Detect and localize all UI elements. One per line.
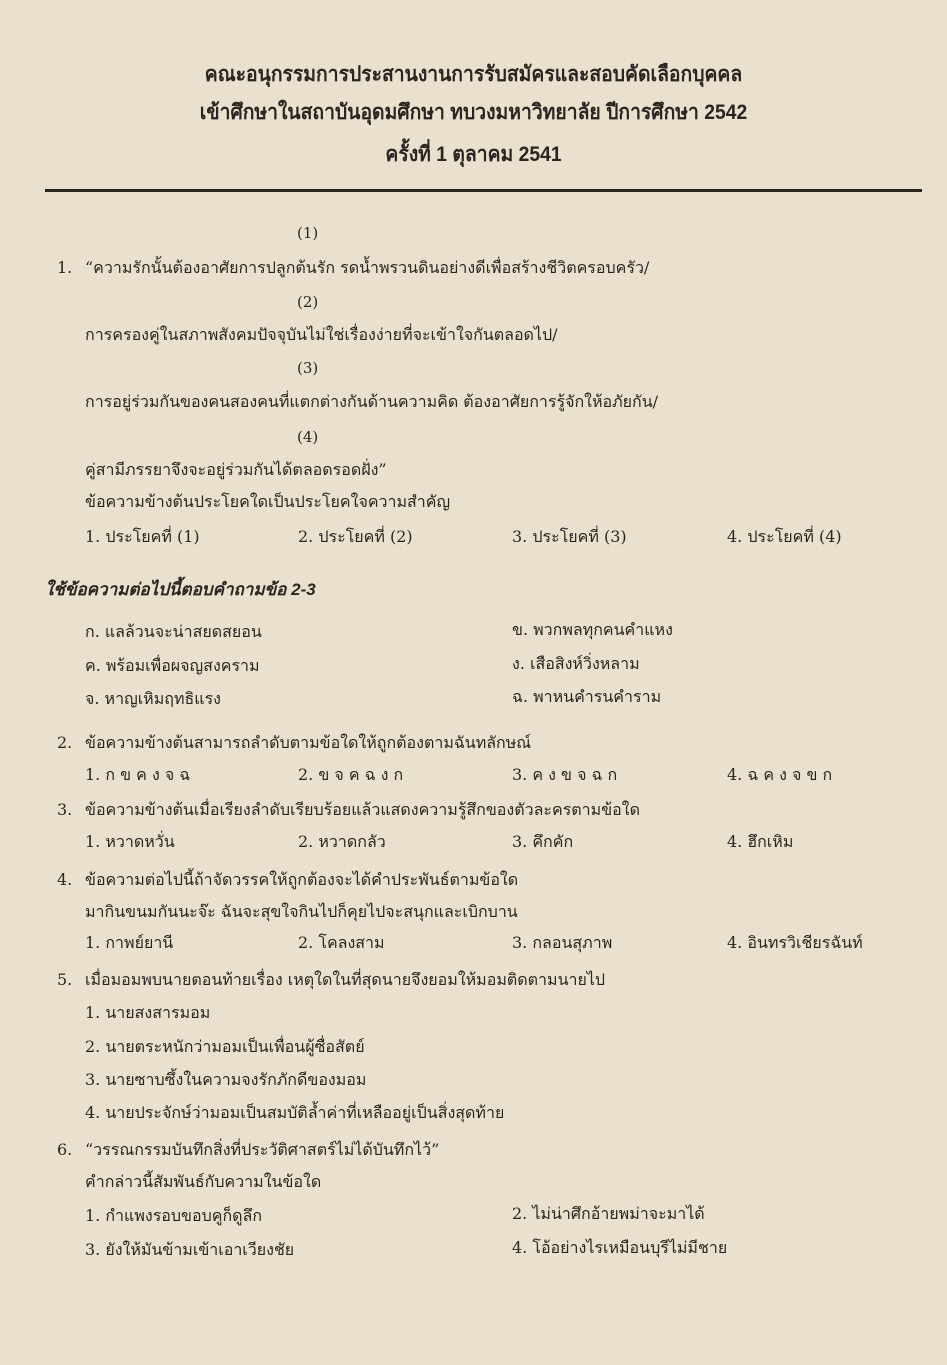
question-number: 3. — [57, 800, 73, 819]
question-number: 4. — [57, 870, 73, 889]
header-line-1: คณะอนุกรรมการประสานงานการรับสมัครและสอบคัดเลือกบุคคล — [204, 63, 743, 86]
header-line-3: ครั้งที่ 1 ตุลาคม 2541 — [385, 143, 562, 166]
option: 2. ประโยคที่ (2) — [298, 527, 413, 546]
option: 1. กาพย์ยานี — [85, 933, 174, 952]
q6-text: คำกล่าวนี้สัมพันธ์กับความในข้อใด — [85, 1172, 322, 1191]
option: 2. หวาดกลัว — [298, 832, 386, 851]
marker-4: (4) — [297, 428, 319, 446]
option: 4. อินทรวิเชียรฉันท์ — [727, 933, 863, 952]
option: 2. โคลงสาม — [298, 933, 385, 952]
option: 3. ประโยคที่ (3) — [512, 527, 627, 546]
q2-text: ข้อความข้างต้นสามารถลำดับตามข้อใดให้ถูกต้องตามฉันทลักษณ์ — [85, 733, 532, 752]
option: 4. ฉ ค ง จ ข ก — [727, 765, 833, 784]
q5-text: เมื่อมอมพบนายตอนท้ายเรื่อง เหตุใดในที่สุดนายจึงยอมให้มอมติดตามนายไป — [85, 970, 606, 989]
verse-item: ก. แลล้วนจะน่าสยดสยอน — [85, 622, 262, 641]
option: 3. คึกคัก — [512, 832, 574, 851]
verse-item: จ. หาญเหิมฤทธิแรง — [85, 689, 221, 708]
option: 1. นายสงสารมอม — [85, 1003, 211, 1022]
marker-2: (2) — [297, 293, 319, 311]
header-line-2: เข้าศึกษาในสถาบันอุดมศึกษา ทบวงมหาวิทยาลัย ปีการศึกษา 2542 — [199, 101, 748, 124]
option: 4. นายประจักษ์ว่ามอมเป็นสมบัติล้ำค่าที่เหลืออยู่เป็นสิ่งสุดท้าย — [85, 1103, 505, 1122]
q1-prompt: ข้อความข้างต้นประโยคใดเป็นประโยคใจความสำคัญ — [85, 492, 451, 511]
option: 3. ยังให้มันข้ามเข้าเอาเวียงชัย — [85, 1240, 295, 1259]
option: 1. หวาดหวั่น — [85, 832, 175, 851]
q4-passage: มากินขนมกันนะจ๊ะ ฉันจะสุขใจกินไปก็คุยไปจะสนุกและเบิกบาน — [85, 902, 518, 921]
option: 3. กลอนสุภาพ — [512, 933, 613, 952]
option: 3. ค ง ข จ ฉ ก — [512, 765, 618, 784]
option: 2. ไม่น่าศึกอ้ายพม่าจะมาได้ — [512, 1204, 705, 1223]
option: 3. นายซาบซึ้งในความจงรักภักดีของมอม — [85, 1070, 367, 1089]
q4-text: ข้อความต่อไปนี้ถ้าจัดวรรคให้ถูกต้องจะได้คำประพันธ์ตามข้อใด — [85, 870, 519, 889]
option: 4. ฮึกเหิม — [727, 832, 794, 851]
question-number: 5. — [57, 970, 73, 989]
verse-item: ข. พวกพลทุกคนคำแหง — [512, 620, 673, 639]
option: 2. นายตระหนักว่ามอมเป็นเพื่อนผู้ซื่อสัตย์ — [85, 1037, 365, 1056]
q1-line-4: คู่สามีภรรยาจึงจะอยู่ร่วมกันได้ตลอดรอดฝั่ง” — [85, 460, 387, 479]
question-number: 6. — [57, 1140, 73, 1159]
option: 1. กำแพงรอบขอบคูก็ดูลึก — [85, 1206, 263, 1225]
verse-item: ฉ. พาหนคำรนคำราม — [512, 687, 662, 706]
option: 4. โอ้อย่างไรเหมือนบุรีไม่มีชาย — [512, 1238, 728, 1257]
marker-1: (1) — [297, 224, 319, 242]
q1-line-3: การอยู่ร่วมกันของคนสองคนที่แตกต่างกันด้านความคิด ต้องอาศัยการรู้จักให้อภัยกัน/ — [85, 392, 659, 411]
marker-3: (3) — [297, 359, 319, 377]
question-number: 1. — [57, 258, 73, 277]
option: 1. ก ข ค ง จ ฉ — [85, 765, 191, 784]
verse-item: ค. พร้อมเพื่อผจญสงคราม — [85, 656, 260, 675]
question-number: 2. — [57, 733, 73, 752]
option: 4. ประโยคที่ (4) — [727, 527, 842, 546]
q3-text: ข้อความข้างต้นเมื่อเรียงลำดับเรียบร้อยแล้วแสดงความรู้สึกของตัวละครตามข้อใด — [85, 800, 640, 819]
option: 2. ข จ ค ฉ ง ก — [298, 765, 404, 784]
header-divider — [45, 189, 922, 192]
option: 1. ประโยคที่ (1) — [85, 527, 200, 546]
q6-quote: “วรรณกรรมบันทึกสิ่งที่ประวัติศาสตร์ไม่ได้บันทึกไว้” — [85, 1140, 440, 1159]
verse-item: ง. เสือสิงห์วิ่งหลาม — [512, 654, 640, 673]
q1-line-1: “ความรักนั้นต้องอาศัยการปลูกต้นรัก รดน้ำพรวนดินอย่างดีเพื่อสร้างชีวิตครอบครัว/ — [85, 258, 650, 277]
section-heading: ใช้ข้อความต่อไปนี้ตอบคำถามข้อ 2-3 — [45, 580, 316, 599]
q1-line-2: การครองคู่ในสภาพสังคมปัจจุบันไม่ใช่เรื่องง่ายที่จะเข้าใจกันตลอดไป/ — [85, 325, 558, 344]
